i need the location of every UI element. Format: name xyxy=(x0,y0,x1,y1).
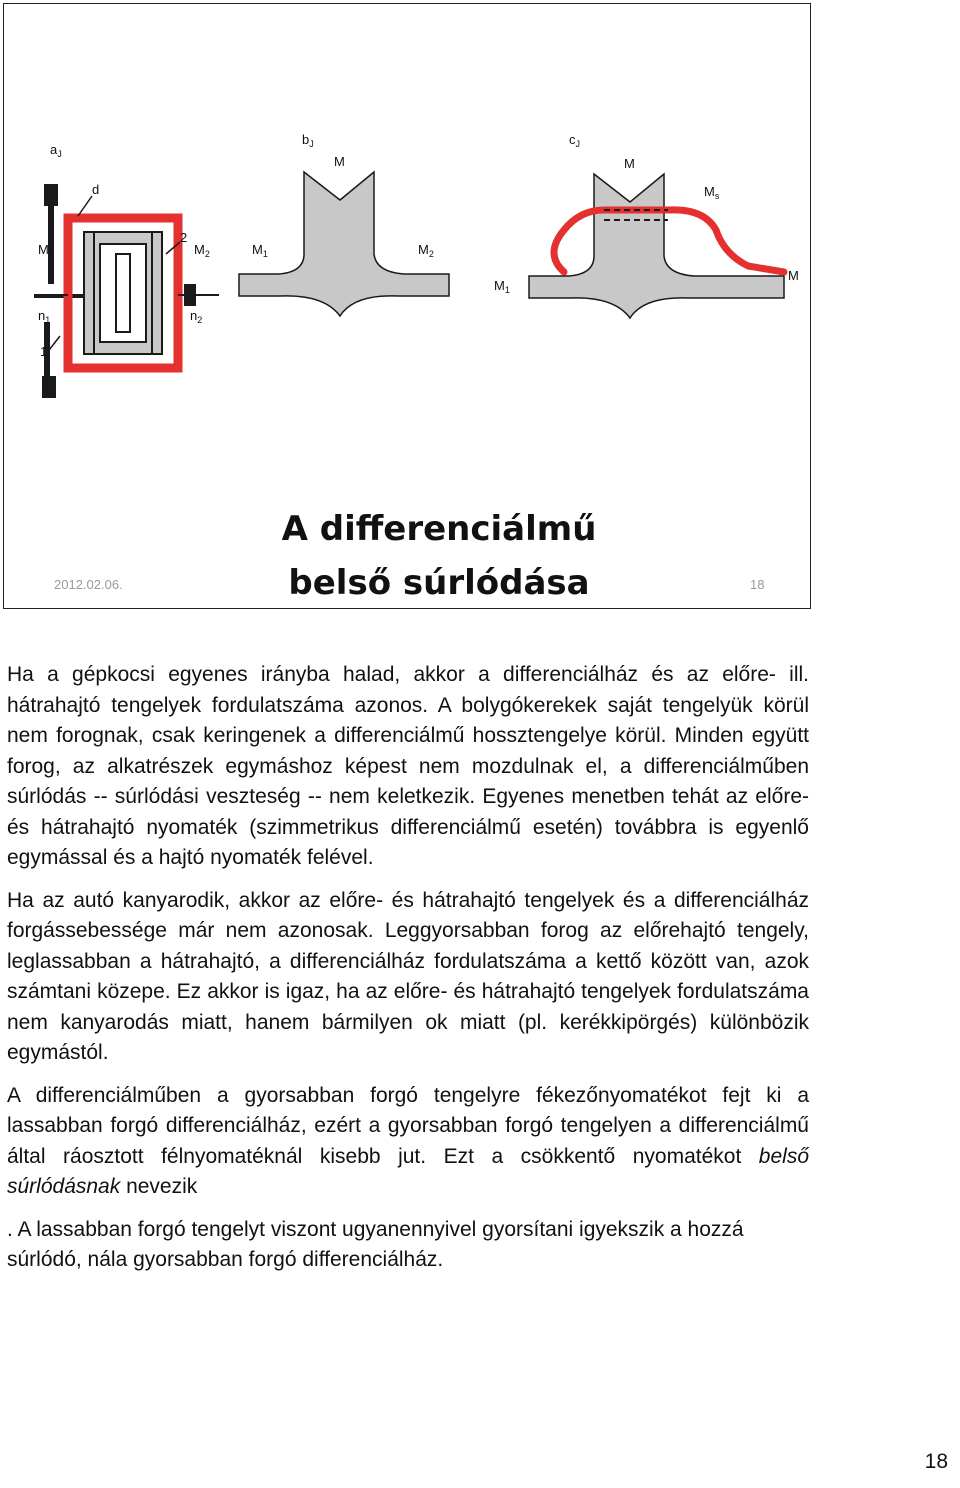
differential-friction-figure xyxy=(4,4,809,474)
label-1: 1 xyxy=(40,344,48,359)
label-a-M2: $M_2$ xyxy=(194,242,210,259)
figure-a-cross-section xyxy=(34,184,219,398)
slide-title-line1: A differenciálmű xyxy=(281,509,597,549)
label-c-Ms: $M_s$ xyxy=(704,184,720,201)
label-c-M1: $M_1$ xyxy=(494,278,510,295)
label-a: $a_J$ xyxy=(50,142,62,159)
label-c: $c_J$ xyxy=(569,132,580,149)
label-c-M: M xyxy=(624,156,635,171)
slide-date: 2012.02.06. xyxy=(54,577,123,592)
label-c-M-right: M xyxy=(788,268,799,283)
paragraph-2: Ha az autó kanyarodik, akkor az előre- és hátrahajtó tengelyek és a differenciálház forgássebessége már nem azonosak. Leggyorsabban forog az előrehajtó tengely, leglassabban a hátrahajtó, a differenciálház fordulatszáma a kettő között van, azok számtani közepe. Ez akkor is igaz, ha az előre- és hátrahajtó tengelyek fordulatszáma nem kanyarodás miatt, hanem bármilyen ok miatt (pl. kerékkipörgés) különbözik egymástól. xyxy=(7,888,809,1064)
page-number: 18 xyxy=(924,1450,948,1473)
body-text xyxy=(7,660,809,1288)
paragraph-4: . A lassabban forgó tengelyt viszont ugyanennyivel gyorsítani igyekszik a hozzá súrlódó, nála gyorsabban forgó differenciálház. xyxy=(7,1217,744,1271)
label-b-M2: $M_2$ xyxy=(418,242,434,259)
label-a-M1: $M_1$ xyxy=(38,242,54,259)
paragraph-1: Ha a gépkocsi egyenes irányba halad, akkor a differenciálház és az előre- ill. hátrahajtó tengelyek fordulatszáma azonos. A bolygókerekek saját tengelyük körül nem forognak, csak keringenek a differenciálmű hossztengelye körül. Minden együtt forog, az alkatrészek egymáshoz képest nem mozdulnak el, a differenciálműben súrlódás -- súrlódási veszteség -- nem keletkezik. Egyenes menetben tehát az előre- és hátrahajtó nyomaték (szimmetrikus differenciálmű esetén) továbbra is egyenlő egymással és a hajtó nyomaték felével. xyxy=(7,663,809,869)
label-b: $b_J$ xyxy=(302,132,314,149)
label-2: 2 xyxy=(180,230,188,245)
label-n2: $n_2$ xyxy=(190,308,203,325)
figure-c-friction-path xyxy=(554,210,784,272)
slide-title xyxy=(234,502,644,610)
slide-number: 18 xyxy=(750,577,765,592)
label-b-M1: $M_1$ xyxy=(252,242,268,259)
paragraph-3-tail: nevezik xyxy=(120,1175,198,1198)
figure-c-flow-shape xyxy=(529,174,784,318)
paragraph-3 xyxy=(7,1081,809,1203)
paragraph-3-emphasis: belső súrlódásnak xyxy=(7,1144,809,1198)
slide-frame xyxy=(3,3,811,609)
slide-title-line2: belső súrlódása xyxy=(288,563,590,603)
label-n1: $n_1$ xyxy=(38,308,51,325)
label-b-M: M xyxy=(334,154,345,169)
label-d: d xyxy=(92,182,100,197)
paragraph-3-text: A differenciálműben a gyorsabban forgó tengelyre fékezőnyomatékot fejt ki a lassabban forgó differenciálház, ezért a gyorsabban forgó tengelyen a differenciálmű által ráosztott félnyomatéknál kisebb jut. Ezt a csökkentő nyomatékot xyxy=(7,1083,809,1168)
